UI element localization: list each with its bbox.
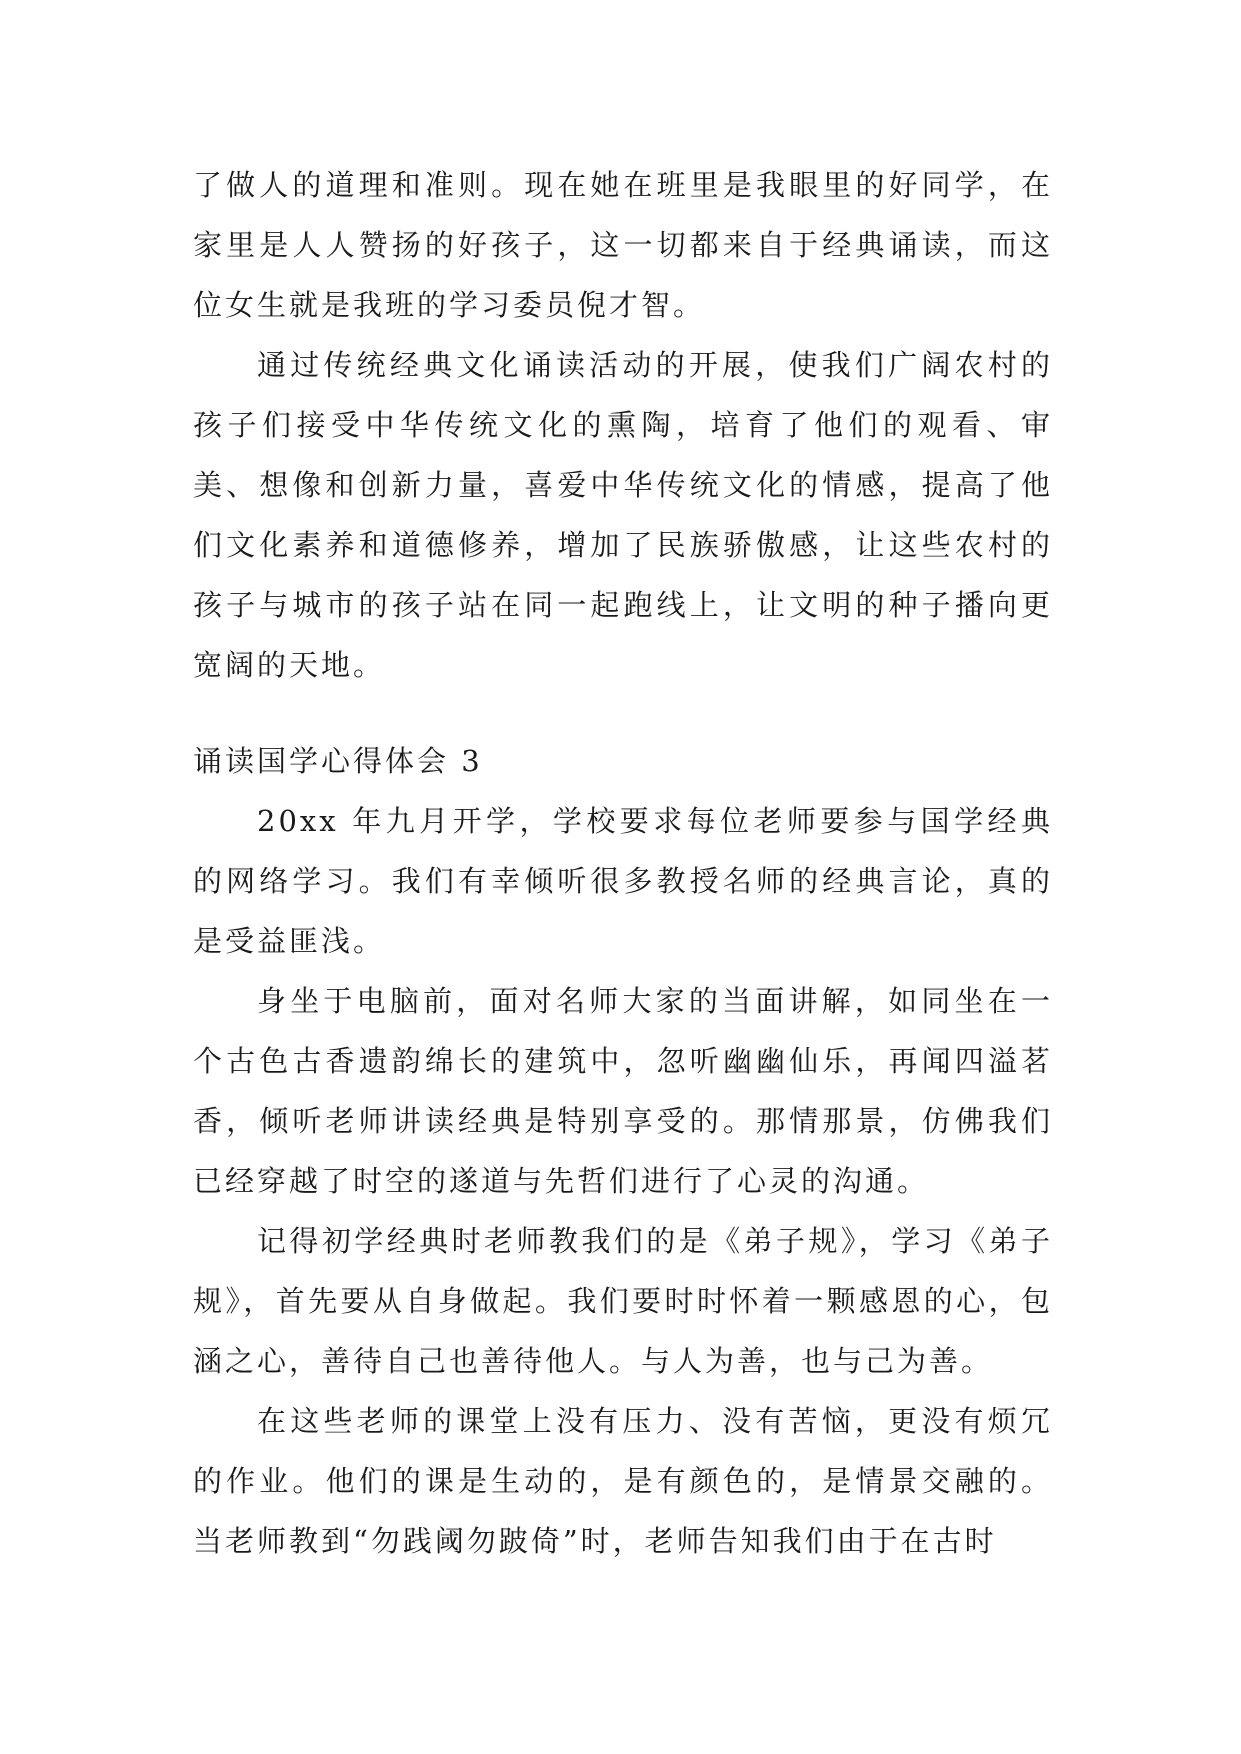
paragraph-computer-lecture: 身坐于电脑前，面对名师大家的当面讲解，如同坐在一个古色古香遗韵绵长的建筑中，忽听幽幽仙乐，再闻四溢茗香，倾听老师讲读经典是特别享受的。那情那景，仿佛我们已经穿越了时空的遂道与先哲们进行了心灵的沟通。 (193, 984, 1053, 1198)
paragraph-school-start: 20xx 年九月开学，学校要求每位老师要参与国学经典的网络学习。我们有幸倾听很多教授名师的经典言论，真的是受益匪浅。 (193, 804, 1053, 958)
paragraph-continuation: 了做人的道理和准则。现在她在班里是我眼里的好同学，在家里是人人赞扬的好孩子，这一切都来自于经典诵读，而这位女生就是我班的学习委员倪才智。 (193, 168, 1053, 322)
document-body (193, 155, 1053, 1571)
paragraph-dizigui: 记得初学经典时老师教我们的是《弟子规》，学习《弟子规》，首先要从自身做起。我们要时时怀着一颗感恩的心，包涵之心，善待自己也善待他人。与人为善，也与己为善。 (193, 1224, 1053, 1378)
section-title: 诵读国学心得体会 3 (193, 744, 483, 778)
paragraph-classroom: 在这些老师的课堂上没有压力、没有苦恼，更没有烦冗的作业。他们的课是生动的，是有颜色的，是情景交融的。当老师教到“勿践阈勿跛倚”时，老师告知我们由于在古时 (193, 1404, 1053, 1558)
paragraph-tradition-reading: 通过传统经典文化诵读活动的开展，使我们广阔农村的孩子们接受中华传统文化的熏陶，培育了他们的观看、审美、想像和创新力量，喜爱中华传统文化的情感，提高了他们文化素养和道德修养，增加了民族骄傲感，让这些农村的孩子与城市的孩子站在同一起跑线上，让文明的种子播向更宽阔的天地。 (193, 348, 1053, 682)
